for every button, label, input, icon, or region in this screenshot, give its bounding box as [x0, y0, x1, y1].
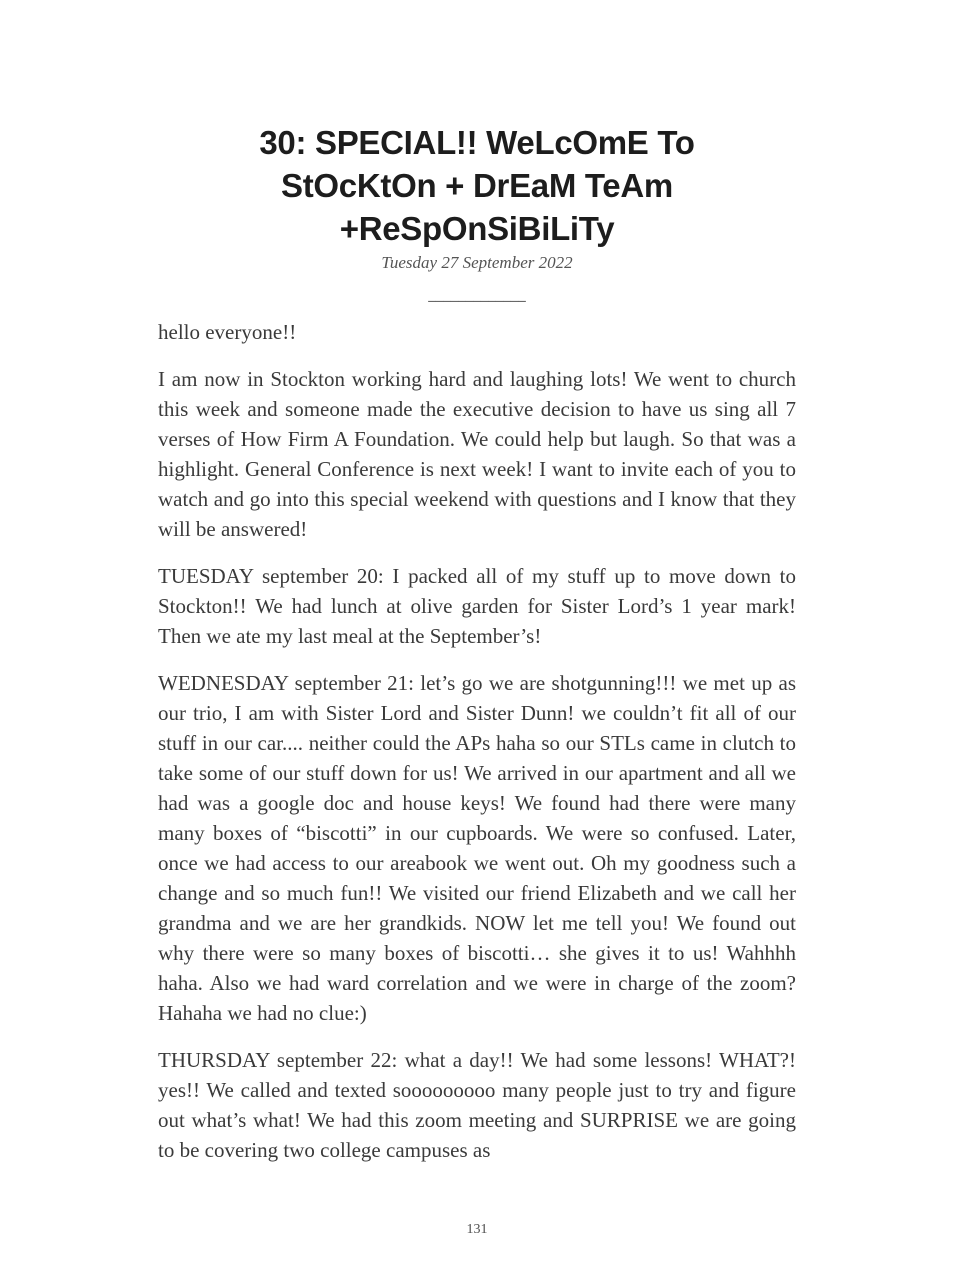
- post-header: [0, 0, 954, 273]
- post-title-line-2: StOcKtOn + DrEaM TeAm: [281, 167, 673, 204]
- paragraph-intro: I am now in Stockton working hard and laughing lots! We went to church this week and someone made the executive decision to have us sing all 7 verses of How Firm A Foundation. We could help but laugh. So that was a highlight. General Conference is next week! I want to invite each of you to watch and go into this special weekend with questions and I know that they will be answered!: [158, 367, 796, 541]
- post-date: Tuesday 27 September 2022: [381, 253, 573, 272]
- paragraph-wednesday: WEDNESDAY september 21: let’s go we are shotgunning!!! we met up as our trio, I am with Sister Lord and Sister Dunn! we couldn’t fit all of our stuff in our car.... neither could the APs haha so our STLs came in clutch to take some of our stuff down for us! We arrived in our apartment and all we had was a google doc and house keys! We found had there were many many boxes of “biscotti” in our cupboards. We were so confused. Later, once we had access to our areabook we went out. Oh my goodness such a change and so much fun!! We visited our friend Elizabeth and we call her grandma and we are her grandkids. NOW let me tell you! We found out why there were so many boxes of biscotti… she gives it to us! Wahhhh haha. Also we had ward correlation and we were in charge of the zoom? Hahaha we had no clue:): [158, 671, 796, 1025]
- post-title-line-1: 30: SPECIAL!! WeLcOmE To: [259, 124, 695, 161]
- section-divider: _____________: [428, 288, 526, 304]
- paragraph-tuesday: TUESDAY september 20: I packed all of my stuff up to move down to Stockton!! We had lunch at olive garden for Sister Lord’s 1 year mark! Then we ate my last meal at the September’s!: [158, 564, 796, 648]
- post-title: [0, 121, 954, 250]
- paragraph-greeting: hello everyone!!: [158, 320, 297, 344]
- post-title-line-3: +ReSpOnSiBiLiTy: [339, 210, 615, 247]
- post-body: [158, 317, 796, 1165]
- page-footer: [0, 1221, 954, 1239]
- page-number: 131: [466, 1222, 488, 1237]
- paragraph-thursday: THURSDAY september 22: what a day!! We had some lessons! WHAT?! yes!! We called and texted sooooooooo many people just to try and figure out what’s what! We had this zoom meeting and SURPRISE we are going to be covering two college campuses as: [158, 1048, 796, 1162]
